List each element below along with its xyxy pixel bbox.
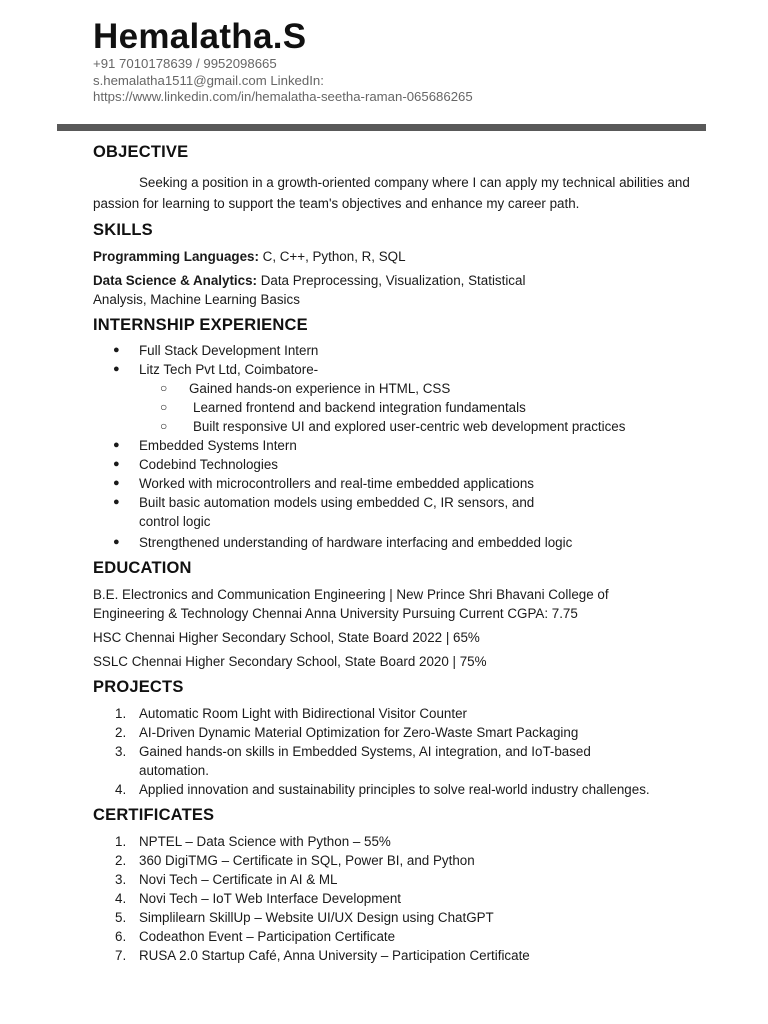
- objective-text: Seeking a position in a growth-oriented company where I can apply my technical abilities and passion for learning to support the team's objectives and enhance my career path.: [93, 175, 690, 211]
- list-number: 3.: [115, 872, 127, 887]
- list-item: ○ Built responsive UI and explored user-centric web development practices: [93, 417, 703, 436]
- list-number: 4.: [115, 782, 127, 797]
- certificate-text: RUSA 2.0 Startup Café, Anna University – Participation Certificate: [139, 948, 530, 963]
- certificate-text: Simplilearn SkillUp – Website UI/UX Design using ChatGPT: [139, 910, 494, 925]
- list-item: [93, 946, 703, 965]
- project-text: Gained hands-on skills in Embedded Systems, AI integration, and IoT-based automation.: [139, 744, 591, 778]
- list-item: ● Worked with microcontrollers and real-time embedded applications: [93, 474, 703, 493]
- list-item: [93, 832, 703, 851]
- resume-body: [93, 142, 703, 965]
- list-item: [93, 742, 609, 780]
- list-number: 6.: [115, 929, 127, 944]
- list-item: [93, 851, 703, 870]
- skills-item: [93, 271, 543, 309]
- certificates-heading: CERTIFICATES: [93, 806, 215, 824]
- education-item: HSC Chennai Higher Secondary School, State Board 2022 | 65%: [93, 630, 480, 645]
- list-item: ● Built basic automation models using embedded C, IR sensors, and control logic: [93, 493, 539, 531]
- list-item: ● Strengthened understanding of hardware interfacing and embedded logic: [93, 533, 703, 552]
- list-item: ● Litz Tech Pvt Ltd, Coimbatore-: [93, 360, 703, 379]
- project-text: Automatic Room Light with Bidirectional Visitor Counter: [139, 706, 467, 721]
- list-number: 2.: [115, 725, 127, 740]
- list-item: ● Full Stack Development Intern: [93, 341, 703, 360]
- projects-heading: PROJECTS: [93, 678, 184, 696]
- education-item: B.E. Electronics and Communication Engineering | New Prince Shri Bhavani College of Engineering & Technology Chennai Anna University Pursuing Current CGPA: 7.75: [93, 587, 609, 621]
- project-text: AI-Driven Dynamic Material Optimization for Zero-Waste Smart Packaging: [139, 725, 579, 740]
- linkedin-url[interactable]: https://www.linkedin.com/in/hemalatha-seetha-raman-065686265: [93, 89, 473, 104]
- list-number: 4.: [115, 891, 127, 906]
- list-item: ○ Learned frontend and backend integration fundamentals: [93, 398, 703, 417]
- education-item: SSLC Chennai Higher Secondary School, State Board 2020 | 75%: [93, 654, 487, 669]
- certificate-text: Codeathon Event – Participation Certificate: [139, 929, 396, 944]
- candidate-name: Hemalatha.S: [93, 17, 307, 56]
- list-item: ● Codebind Technologies: [93, 455, 703, 474]
- certificate-text: NPTEL – Data Science with Python – 55%: [139, 834, 391, 849]
- list-number: 3.: [115, 744, 127, 759]
- resume-header: [93, 18, 713, 106]
- phone-number: +91 7010178639 / 9952098665: [93, 56, 277, 71]
- certificate-text: 360 DigiTMG – Certificate in SQL, Power BI, and Python: [139, 853, 475, 868]
- project-text: Applied innovation and sustainability principles to solve real-world industry challenges.: [139, 782, 650, 797]
- header-divider: [57, 124, 706, 131]
- list-number: 5.: [115, 910, 127, 925]
- objective-heading: OBJECTIVE: [93, 143, 189, 161]
- list-item: [93, 927, 703, 946]
- list-item: ○ Gained hands-on experience in HTML, CSS: [93, 379, 703, 398]
- list-number: 1.: [115, 834, 127, 849]
- certificate-text: Novi Tech – IoT Web Interface Development: [139, 891, 401, 906]
- skills-item: [93, 247, 703, 266]
- skill-label: Data Science & Analytics:: [93, 273, 257, 288]
- projects-list: [93, 704, 703, 799]
- list-number: 1.: [115, 706, 127, 721]
- list-item: [93, 889, 703, 908]
- list-item: [93, 780, 703, 799]
- skills-heading: SKILLS: [93, 221, 153, 239]
- internship-heading: INTERNSHIP EXPERIENCE: [93, 316, 308, 334]
- skill-value: C, C++, Python, R, SQL: [258, 249, 406, 264]
- internship-list: [93, 341, 703, 552]
- list-number: 7.: [115, 948, 127, 963]
- list-item: [93, 704, 703, 723]
- list-item: [93, 908, 703, 927]
- skill-value: Data Preprocessing, Visualization, Statistical Analysis, Machine Learning Basics: [93, 273, 526, 307]
- skill-label: Programming Languages:: [93, 249, 259, 264]
- list-item: ● Embedded Systems Intern: [93, 436, 703, 455]
- list-number: 2.: [115, 853, 127, 868]
- email-line: s.hemalatha1511@gmail.com LinkedIn:: [93, 72, 324, 88]
- certificate-text: Novi Tech – Certificate in AI & ML: [139, 872, 338, 887]
- education-heading: EDUCATION: [93, 559, 192, 577]
- list-item: [93, 870, 703, 889]
- certificates-list: [93, 832, 703, 965]
- list-item: [93, 723, 703, 742]
